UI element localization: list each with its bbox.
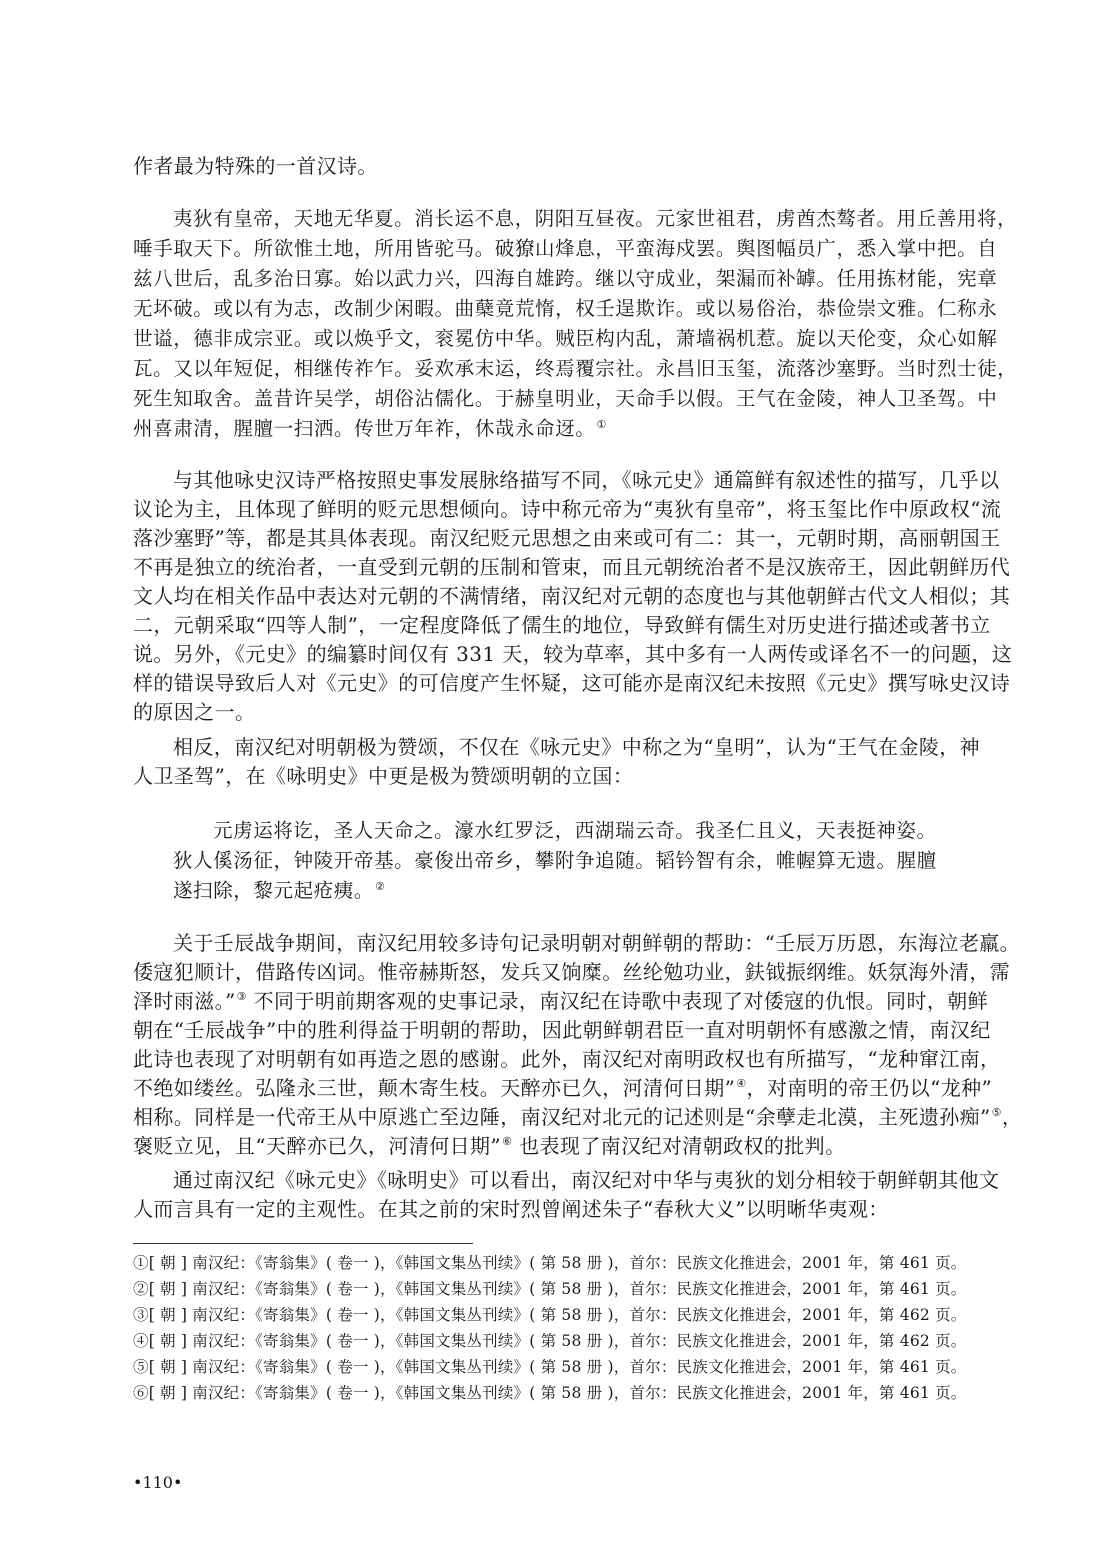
footnote-ref[interactable]: ④ — [736, 1077, 747, 1091]
poem-line: 元虏运将讫，圣人天命之。濠水红罗泛，西湖瑞云奇。我圣仁且义，天表挺神姿。 — [213, 819, 937, 842]
text-span: 褒贬立见，且“天醉亦已久，河清何日期” — [133, 1134, 502, 1158]
text-line — [133, 987, 988, 1016]
text-span: 不绝如缕丝。弘隆永三世，颠木寄生枝。天醉亦已久，河清何日期” — [133, 1076, 736, 1100]
text-span: 不同于明前期客观的史事记录，南汉纪在诗歌中表现了对倭寇的仇恨。同时，朝鲜 — [246, 989, 989, 1013]
text-span: 也表现了南汉纪对清朝政权的批判。 — [512, 1134, 846, 1158]
footnote: ③[ 朝 ] 南汉纪：《寄翁集》( 卷一 )，《韩国文集丛刊续》( 第 58 册 )，首尔：民族文化推进会，2001 年，第 462 页。 — [133, 1306, 967, 1324]
text-line: 文人均在相关作品中表达对元朝的不满情绪，南汉纪对元朝的态度也与其他朝鲜古代文人相似；其 — [133, 584, 1011, 608]
poem-line: 兹八世后，乱多治日寡。始以武力兴，四海自雄跨。继以守成业，架漏而补罅。任用拣材能，宪章 — [133, 267, 998, 290]
poem-line: 无坏破。或以有为志，改制少闲暇。曲蘖竟荒惰，权壬逞欺诈。或以易俗治，恭俭崇文雅。仁称永 — [133, 297, 998, 320]
poem-line: 狄人傒汤征，钟陵开帝基。豪俊出帝乡，攀附争追随。韬钤智有余，帷幄算无遗。腥膻 — [173, 849, 937, 872]
poem-text: 州喜肃清，腥膻一扫洒。传世万年祚，休哉永命迓。 — [133, 417, 596, 440]
text-line: 通过南汉纪《咏元史》《咏明史》可以看出，南汉纪对中华与夷狄的划分相较于朝鲜朝其他文 — [173, 1168, 1000, 1192]
poem-line: 夷狄有皇帝，天地无华夏。消长运不息，阴阳互昼夜。元家世祖君，虏酋杰骜者。用丘善用将， — [173, 207, 1018, 230]
poem-line: 瓦。又以年短促，相继传祚乍。妥欢承末运，终焉覆宗社。永昌旧玉玺，流落沙塞野。当时烈士徒， — [133, 357, 1018, 380]
text-line — [133, 1132, 846, 1161]
footnote: ①[ 朝 ] 南汉纪：《寄翁集》( 卷一 )，《韩国文集丛刊续》( 第 58 册 )，首尔：民族文化推进会，2001 年，第 461 页。 — [133, 1254, 967, 1272]
text-span: ，对南明的帝王仍以“龙种” — [746, 1076, 993, 1100]
text-line: 倭寇犯顺计，借路传凶词。惟帝赫斯怒，发兵又饷糜。丝纶勉功业，鈇钺振纲维。妖氛海外清，霈 — [133, 960, 1011, 984]
text-line — [133, 1074, 992, 1103]
text-line: 落沙塞野”等，都是其具体表现。南汉纪贬元思想之由来或可有二：其一，元朝时期，高丽朝国王 — [133, 526, 1001, 550]
text-line: 人卫圣驾”，在《咏明史》中更是极为赞颂明朝的立国： — [133, 764, 634, 788]
text-span: ， — [1001, 1105, 1023, 1129]
footnote: ⑤[ 朝 ] 南汉纪：《寄翁集》( 卷一 )，《韩国文集丛刊续》( 第 58 册 )，首尔：民族文化推进会，2001 年，第 461 页。 — [133, 1358, 967, 1376]
text-line: 与其他咏史汉诗严格按照史事发展脉络描写不同，《咏元史》通篇鲜有叙述性的描写，几乎以 — [173, 468, 1000, 492]
poem-text: 遂扫除，黎元起疮痍。 — [173, 879, 375, 902]
footnote-ref[interactable]: ⑥ — [502, 1135, 513, 1149]
text-line: 二，元朝采取“四等人制”，一定程度降低了儒生的地位，导致鲜有儒生对历史进行描述或著书立 — [133, 613, 991, 637]
poem-line: 死生知取舍。盖昔许吴学，胡俗沾儒化。于赫皇明业，天命手以假。王气在金陵，神人卫圣驾。中 — [133, 387, 998, 410]
text-line: 议论为主，且体现了鲜明的贬元思想倾向。诗中称元帝为“夷狄有皇帝”，将玉玺比作中原政权“流 — [133, 497, 1002, 521]
text-span: 泽时雨滋。” — [133, 989, 236, 1013]
text-line: 相反，南汉纪对明朝极为赞颂，不仅在《咏元史》中称之为“皇明”，认为“王气在金陵，神 — [173, 735, 981, 759]
poem-line: 唾手取天下。所欲惟土地，所用皆驼马。破獠山烽息，平蛮海戍罢。舆图幅员广，悉入掌中把。自 — [133, 237, 998, 260]
text-span: 相称。同样是一代帝王从中原逃亡至边陲，南汉纪对北元的记述则是“余孽走北漠，主死遗孙痴” — [133, 1105, 991, 1129]
footnote: ⑥[ 朝 ] 南汉纪：《寄翁集》( 卷一 )，《韩国文集丛刊续》( 第 58 册 )，首尔：民族文化推进会，2001 年，第 461 页。 — [133, 1384, 967, 1402]
footnote-divider — [133, 1243, 473, 1244]
footnote-ref[interactable]: ⑤ — [991, 1106, 1002, 1120]
text-line: 此诗也表现了对明朝有如再造之恩的感谢。此外，南汉纪对南明政权也有所描写，“龙种窜江南， — [133, 1047, 1001, 1071]
text-line: 不再是独立的统治者，一直受到元朝的压制和管束，而且元朝统治者不是汉族帝王，因此朝鲜历代 — [133, 555, 1011, 579]
text-line: 的原因之一。 — [133, 700, 256, 724]
intro-line: 作者最为特殊的一首汉诗。 — [133, 154, 378, 178]
poem-line — [133, 414, 607, 443]
footnote: ②[ 朝 ] 南汉纪：《寄翁集》( 卷一 )，《韩国文集丛刊续》( 第 58 册 )，首尔：民族文化推进会，2001 年，第 461 页。 — [133, 1280, 967, 1298]
text-line: 说。另外，《元史》的编纂时间仅有 331 天，较为草率，其中多有一人两传或译名不一的问题，这 — [133, 642, 1013, 666]
footnote: ④[ 朝 ] 南汉纪：《寄翁集》( 卷一 )，《韩国文集丛刊续》( 第 58 册 )，首尔：民族文化推进会，2001 年，第 462 页。 — [133, 1332, 967, 1350]
text-line: 朝在“壬辰战争”中的胜利得益于明朝的帮助，因此朝鲜朝君臣一直对明朝怀有感激之情，南汉纪 — [133, 1018, 991, 1042]
text-line: 人而言具有一定的主观性。在其之前的宋时烈曾阐述朱子“春秋大义”以明晰华夷观： — [133, 1197, 889, 1221]
footnote-ref[interactable]: ① — [596, 417, 607, 431]
footnote-ref[interactable]: ② — [375, 879, 386, 893]
poem-line — [173, 876, 385, 905]
poem-line: 世谥，德非成宗亚。或以焕乎文，衮冕仿中华。贼臣构内乱，萧墙祸机惹。旋以天伦变，众心如解 — [133, 327, 998, 350]
text-line: 关于壬辰战争期间，南汉纪用较多诗句记录明朝对朝鲜朝的帮助：“壬辰万历恩，东海泣老羸。 — [173, 931, 1021, 955]
page-number: •110• — [133, 1473, 183, 1492]
text-line — [133, 1103, 1022, 1132]
footnote-ref[interactable]: ③ — [236, 990, 247, 1004]
text-line: 样的错误导致后人对《元史》的可信度产生怀疑，这可能亦是南汉纪未按照《元史》撰写咏史汉诗 — [133, 671, 1011, 695]
